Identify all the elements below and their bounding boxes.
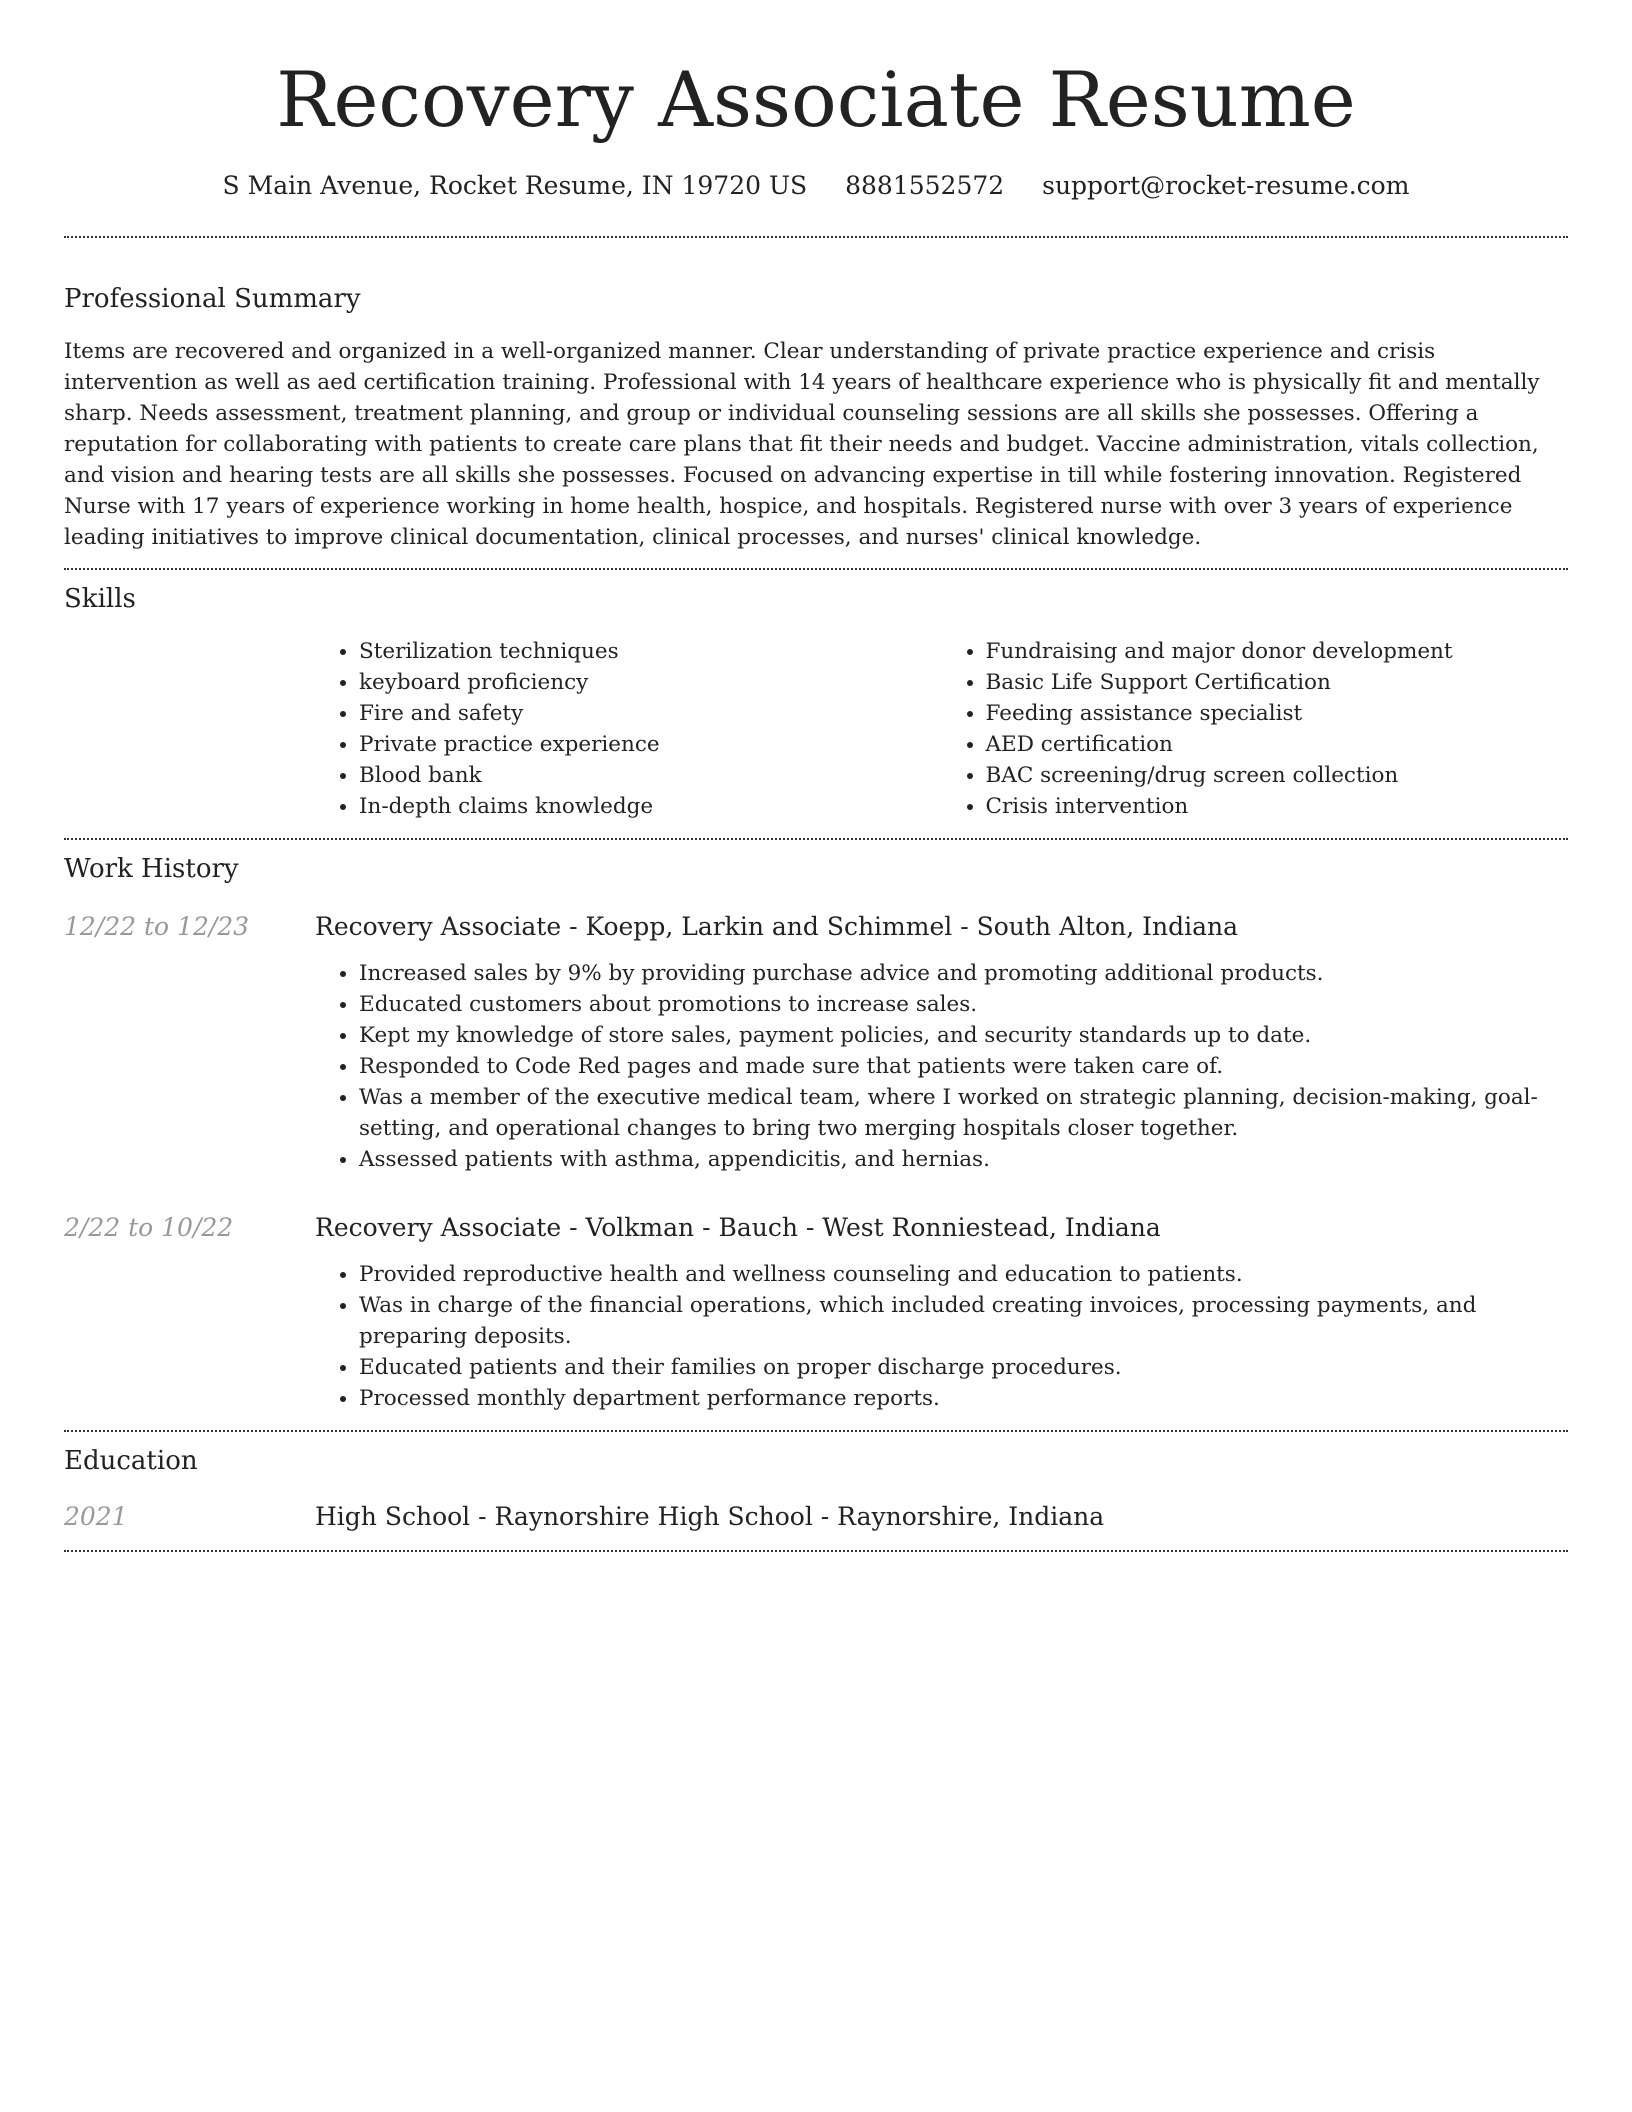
skill-item: • Crisis intervention <box>986 791 1569 822</box>
job-bullet: • Assessed patients with asthma, appendicitis, and hernias. <box>359 1144 1568 1175</box>
job-bullet: • Responded to Code Red pages and made sure that patients were taken care of. <box>359 1051 1568 1082</box>
job-title: Recovery Associate - Koepp, Larkin and Schimmel - South Alton, Indiana <box>315 912 1238 941</box>
divider <box>64 236 1568 238</box>
skill-item: • Private practice experience <box>359 729 942 760</box>
skill-item: • Feeding assistance specialist <box>986 698 1569 729</box>
education-year: 2021 <box>64 1502 128 1531</box>
job-bullet: • Educated customers about promotions to increase sales. <box>359 989 1568 1020</box>
job-title: Recovery Associate - Volkman - Bauch - West Ronniestead, Indiana <box>315 1213 1161 1242</box>
divider <box>64 1550 1568 1552</box>
skill-item: • Sterilization techniques <box>359 636 942 667</box>
skill-item: • Basic Life Support Certification <box>986 667 1569 698</box>
education-entry <box>64 1500 1568 1534</box>
education-title: High School - Raynorshire High School - Raynorshire, Indiana <box>315 1502 1105 1531</box>
work-heading: Work History <box>64 854 239 884</box>
contact-phone: 8881552572 <box>845 171 1005 200</box>
skills-section <box>64 582 1568 822</box>
divider <box>64 838 1568 840</box>
education-section <box>64 1444 1568 1534</box>
job-bullet: • Increased sales by 9% by providing purchase advice and promoting additional products. <box>359 958 1568 989</box>
job-bullet: • Provided reproductive health and wellness counseling and education to patients. <box>359 1259 1568 1290</box>
skill-item: • Blood bank <box>359 760 942 791</box>
job-header <box>64 1211 1568 1245</box>
summary-heading: Professional Summary <box>64 284 361 314</box>
job-entry <box>64 910 1568 1175</box>
skills-columns <box>315 636 1568 822</box>
divider <box>64 1430 1568 1432</box>
job-bullets <box>315 958 1568 1175</box>
resume-title: Recovery Associate Resume <box>276 55 1356 144</box>
contact-email: support@rocket-resume.com <box>1042 171 1410 200</box>
job-dates: 12/22 to 12/23 <box>64 912 250 941</box>
skills-heading: Skills <box>64 584 136 614</box>
skill-item: • Fundraising and major donor development <box>986 636 1569 667</box>
job-bullet: • Processed monthly department performance reports. <box>359 1383 1568 1414</box>
skill-item: • keyboard proficiency <box>359 667 942 698</box>
skill-item: • Fire and safety <box>359 698 942 729</box>
job-entry <box>64 1211 1568 1414</box>
job-bullet: • Was in charge of the financial operations, which included creating invoices, processing payments, and preparing deposits. <box>359 1290 1568 1352</box>
skills-list-right <box>942 636 1569 822</box>
job-header <box>64 910 1568 944</box>
contact-line <box>64 168 1568 204</box>
divider <box>64 568 1568 570</box>
skill-item: • AED certification <box>986 729 1569 760</box>
job-bullets <box>315 1259 1568 1414</box>
summary-text: Items are recovered and organized in a well-organized manner. Clear understanding of private practice experience and crisis intervention as well as aed certification training. Professional with 14 years of healthcare experience who is physically fit and mentally sharp. Needs assessment, treatment planning, and group or individual counseling sessions are all skills she possesses. Offering a reputation for collaborating with patients to create care plans that fit their needs and budget. Vaccine administration, vitals collection, and vision and hearing tests are all skills she possesses. Focused on advancing expertise in till while fostering innovation. Registered Nurse with 17 years of experience working in home health, hospice, and hospitals. Registered nurse with over 3 years of experience leading initiatives to improve clinical documentation, clinical processes, and nurses' clinical knowledge. <box>64 339 1540 550</box>
work-section <box>64 852 1568 1414</box>
job-dates: 2/22 to 10/22 <box>64 1213 234 1242</box>
job-bullet: • Kept my knowledge of store sales, payment policies, and security standards up to date. <box>359 1020 1568 1051</box>
contact-address: S Main Avenue, Rocket Resume, IN 19720 US <box>222 171 808 200</box>
job-bullet: • Was a member of the executive medical team, where I worked on strategic planning, decision-making, goal-setting, and operational changes to bring two merging hospitals closer together. <box>359 1082 1568 1144</box>
skill-item: • In-depth claims knowledge <box>359 791 942 822</box>
education-heading: Education <box>64 1446 198 1476</box>
job-bullet: • Educated patients and their families on proper discharge procedures. <box>359 1352 1568 1383</box>
skills-list-left <box>315 636 942 822</box>
summary-section <box>64 282 1568 553</box>
skill-item: • BAC screening/drug screen collection <box>986 760 1569 791</box>
